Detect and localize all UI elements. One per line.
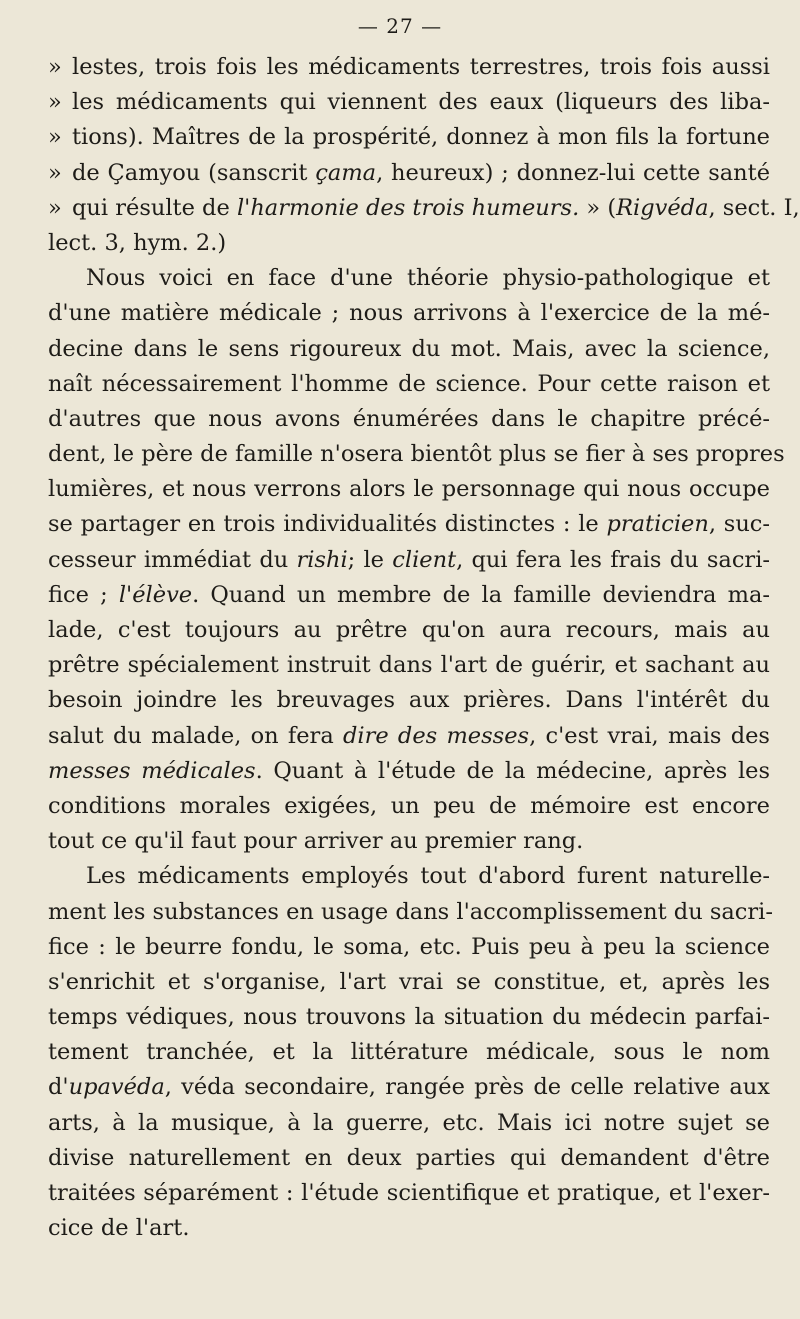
text-line — [48, 472, 770, 507]
text-line — [48, 507, 770, 542]
text-run: naît nécessairement l'homme de science. Pour cette raison et — [48, 370, 770, 397]
text-run: s'enrichit et s'organise, l'art vrai se constitue, et, après les — [48, 968, 770, 995]
text-run: Les médicaments employés tout d'abord furent naturelle- — [86, 863, 770, 890]
italic-text: rishi — [296, 546, 348, 573]
text-line — [48, 824, 770, 859]
text-run: , véda secondaire, rangée près de celle relative aux — [164, 1074, 770, 1101]
text-run: ment les substances en usage dans l'accomplissement du sacri- — [48, 898, 773, 925]
text-run: tions). Maîtres de la prospérité, donnez à mon fils la fortune — [72, 124, 770, 151]
text-line — [48, 156, 770, 191]
text-line — [48, 859, 770, 894]
text-run: traitées séparément : l'étude scientifique et pratique, et l'exer- — [48, 1180, 770, 1206]
page-number: — 27 — — [357, 14, 443, 38]
text-run: fice : le beurre fondu, le soma, etc. Puis peu à peu la science — [48, 933, 770, 960]
text-line — [48, 1035, 770, 1070]
text-line — [48, 683, 770, 718]
text-run: les médicaments qui viennent des eaux (liqueurs des liba- — [72, 89, 770, 116]
text-run: lade, c'est toujours au prêtre qu'on aura recours, mais au — [48, 617, 770, 643]
text-line — [48, 719, 770, 754]
text-line — [48, 1141, 770, 1176]
text-line — [48, 437, 785, 472]
text-line — [48, 1106, 770, 1141]
text-line — [48, 120, 770, 155]
text-line — [48, 578, 770, 613]
italic-text: client — [392, 546, 457, 573]
text-line — [48, 191, 800, 226]
text-line — [48, 789, 770, 824]
text-line — [48, 965, 770, 1000]
text-line — [48, 226, 770, 261]
text-run: prêtre spécialement instruit dans l'art de guérir, et sachant au — [48, 652, 770, 679]
text-run: tout ce qu'il faut pour arriver au premier rang. — [48, 828, 584, 855]
text-run: decine dans le sens rigoureux du mot. Mais, avec la science, — [48, 335, 770, 362]
text-run: » ( — [579, 194, 617, 221]
italic-text: l'harmonie des trois humeurs. — [236, 194, 580, 221]
text-run: Nous voici en face d'une théorie physio-pathologique et — [86, 265, 770, 292]
text-run: . Quant à l'étude de la médecine, après les — [255, 757, 771, 784]
italic-text: praticien — [606, 511, 709, 538]
quote-mark: » — [48, 124, 62, 151]
body-text — [48, 50, 800, 1246]
text-run: cesseur immédiat du — [48, 546, 297, 573]
italic-text: Rigvéda — [616, 194, 709, 221]
text-line — [48, 754, 770, 789]
text-run: , suc- — [708, 511, 771, 538]
text-line — [48, 543, 770, 578]
text-run: besoin joindre les breuvages aux prières. Dans l'intérêt du — [48, 687, 770, 714]
text-run: d' — [48, 1074, 69, 1101]
text-run: temps védiques, nous trouvons la situation du médecin parfai- — [48, 1004, 770, 1031]
text-line — [48, 261, 770, 296]
italic-text: l'élève — [118, 581, 193, 608]
text-run: lect. 3, hym. 2.) — [48, 229, 227, 256]
quote-mark: » — [48, 89, 62, 116]
quote-mark: » — [48, 194, 62, 221]
text-run: , c'est vrai, mais des — [529, 722, 770, 749]
text-run: ; le — [347, 546, 393, 573]
text-line — [48, 332, 770, 367]
text-run: lumières, et nous verrons alors le personnage qui nous occupe — [48, 476, 770, 503]
text-run: salut du malade, on fera — [48, 722, 343, 749]
text-line — [48, 930, 770, 965]
text-line — [48, 367, 770, 402]
text-run: d'autres que nous avons énumérées dans le chapitre précé- — [48, 405, 770, 432]
quote-mark: » — [48, 159, 62, 186]
text-run: , qui fera les frais du sacri- — [456, 546, 770, 573]
text-run: lestes, trois fois les médicaments terrestres, trois fois aussi — [72, 54, 770, 80]
text-line — [48, 296, 770, 331]
text-run: conditions morales exigées, un peu de mémoire est encore — [48, 792, 770, 819]
text-line — [48, 648, 770, 683]
italic-text: messes médicales — [48, 757, 256, 784]
text-run: qui résulte de — [72, 194, 237, 221]
text-line — [48, 402, 770, 437]
text-run: tement tranchée, et la littérature médicale, sous le nom — [48, 1039, 770, 1066]
text-run: . Quand un membre de la famille deviendra ma- — [192, 581, 770, 608]
text-run: divise naturellement en deux parties qui demandent d'être — [48, 1144, 770, 1171]
text-run: d'une matière médicale ; nous arrivons à l'exercice de la mé- — [48, 300, 770, 327]
text-run: fice ; — [48, 581, 119, 608]
text-line — [48, 1176, 770, 1211]
italic-text: çama — [315, 159, 377, 186]
text-line — [48, 1211, 770, 1246]
text-line — [48, 85, 770, 120]
text-line — [48, 613, 770, 648]
text-run: dent, le père de famille n'osera bientôt plus se fier à ses propres — [48, 441, 785, 468]
text-run: de Çamyou (sanscrit — [72, 159, 316, 186]
text-line — [48, 1070, 770, 1105]
italic-text: upavéda — [68, 1074, 165, 1101]
text-run: cice de l'art. — [48, 1215, 190, 1242]
text-run: , heureux) ; donnez-lui cette santé — [376, 159, 771, 186]
text-line — [48, 50, 770, 85]
text-run: , sect. I, — [708, 194, 800, 221]
text-line — [48, 895, 773, 930]
italic-text: dire des messes — [343, 722, 530, 749]
text-run: arts, à la musique, à la guerre, etc. Mais ici notre sujet se — [48, 1109, 770, 1136]
text-run: se partager en trois individualités distinctes : le — [48, 511, 607, 538]
text-line — [48, 1000, 770, 1035]
quote-mark: » — [48, 54, 62, 80]
